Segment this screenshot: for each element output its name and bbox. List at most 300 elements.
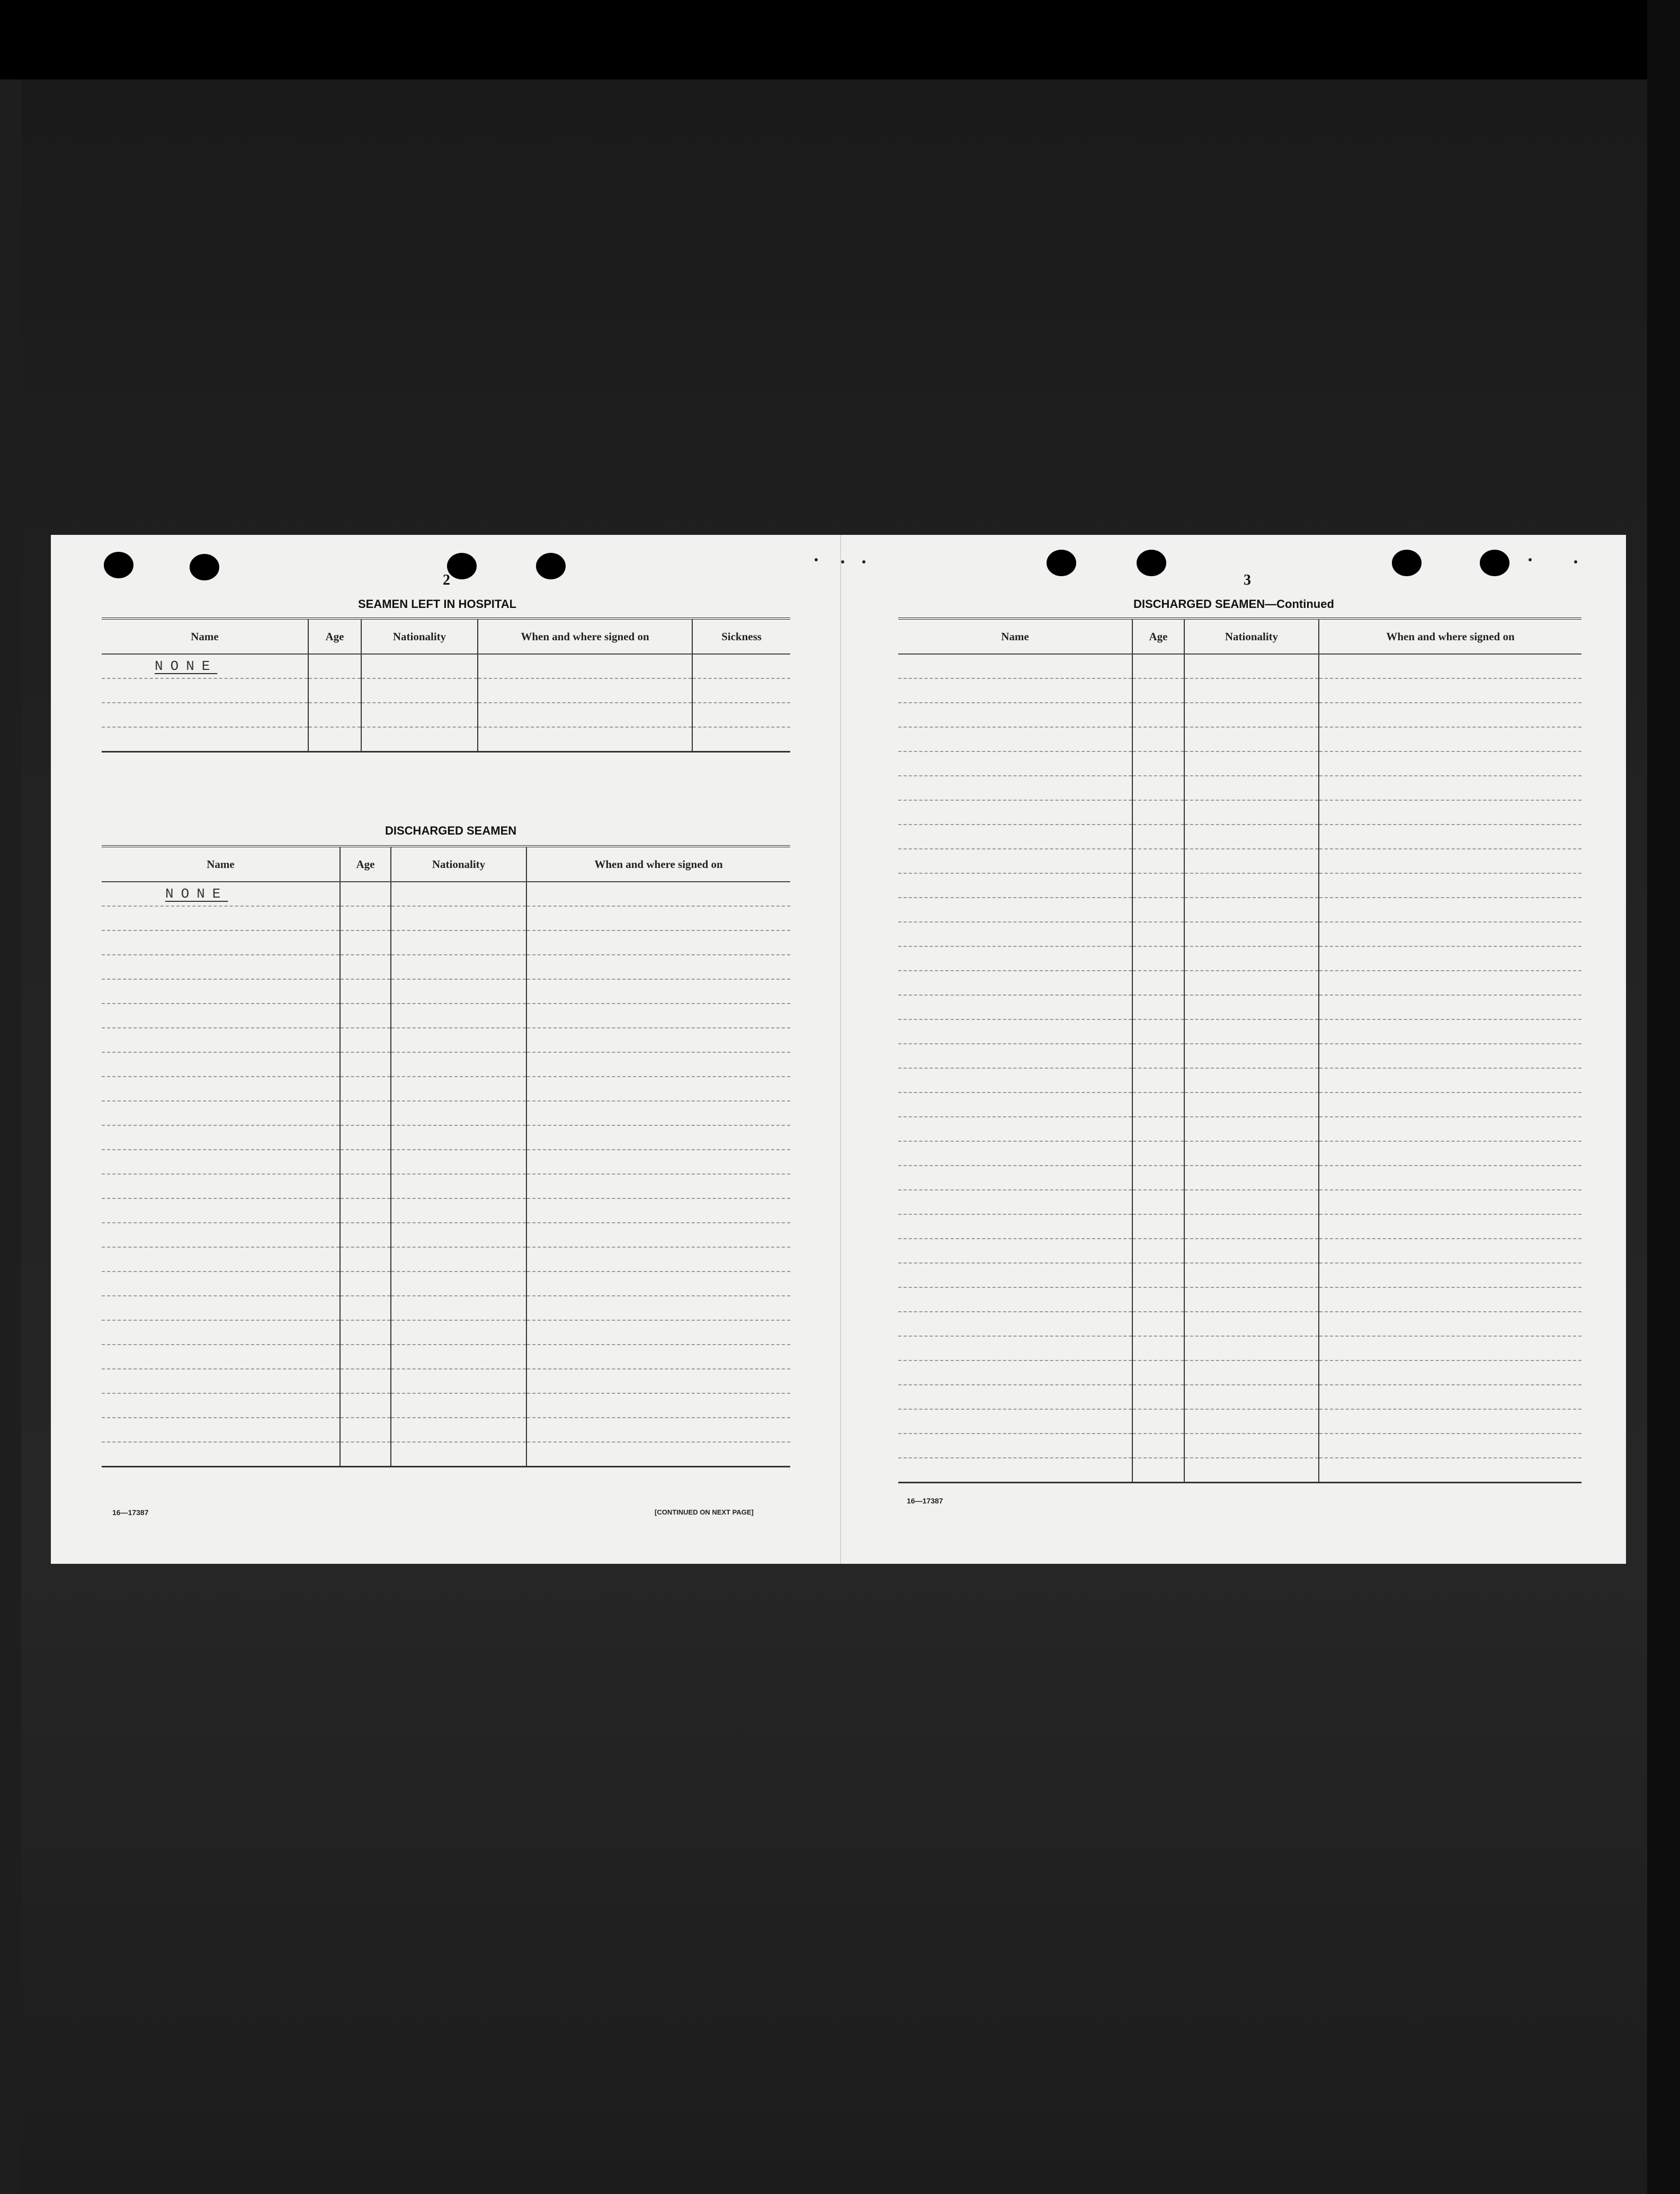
- blank-cell: [526, 1052, 790, 1077]
- blank-cell: [1184, 1336, 1319, 1360]
- film-top-strip: [0, 0, 1680, 79]
- blank-cell: [898, 1239, 1132, 1263]
- table-row: [898, 1117, 1581, 1141]
- blank-cell: [898, 1409, 1132, 1434]
- blank-cell: [526, 1125, 790, 1150]
- blank-cell: [340, 1052, 391, 1077]
- blank-cell: [102, 930, 340, 955]
- blank-cell: [898, 678, 1132, 703]
- blank-cell: [1319, 1117, 1581, 1141]
- table-row: [898, 1263, 1581, 1287]
- blank-cell: [1319, 654, 1581, 678]
- blank-cell: [1319, 1287, 1581, 1312]
- blank-cell: [102, 1052, 340, 1077]
- blank-cell: [340, 1345, 391, 1369]
- blank-cell: [102, 1198, 340, 1223]
- table-row: [898, 703, 1581, 727]
- table-row: [102, 1150, 790, 1174]
- table-row: [102, 654, 790, 678]
- blank-cell: [391, 1296, 526, 1320]
- blank-cell: [1319, 1360, 1581, 1385]
- blank-cell: [1132, 1190, 1184, 1214]
- blank-cell: [391, 1393, 526, 1418]
- table-row: [102, 906, 790, 930]
- blank-cell: [102, 1271, 340, 1296]
- blank-cell: [1184, 800, 1319, 825]
- blank-cell: [391, 1369, 526, 1393]
- blank-cell: [1132, 1092, 1184, 1117]
- blank-cell: [526, 1174, 790, 1198]
- blank-cell: [898, 1044, 1132, 1068]
- blank-cell: [340, 906, 391, 930]
- blank-cell: [1132, 873, 1184, 898]
- table-row: [898, 1214, 1581, 1239]
- column-header-name: Name: [102, 619, 308, 654]
- blank-cell: [1184, 946, 1319, 971]
- table-row: [898, 654, 1581, 678]
- blank-cell: [340, 1393, 391, 1418]
- blank-cell: [1319, 1092, 1581, 1117]
- blank-cell: [1184, 1190, 1319, 1214]
- blank-cell: [391, 1150, 526, 1174]
- blank-cell: [898, 1385, 1132, 1409]
- blank-cell: [391, 1101, 526, 1125]
- blank-cell: [526, 1101, 790, 1125]
- blank-cell: [1132, 922, 1184, 946]
- table-row: [102, 1247, 790, 1271]
- table-row: [898, 1385, 1581, 1409]
- blank-cell: [340, 1101, 391, 1125]
- blank-cell: [1184, 1019, 1319, 1044]
- blank-cell: [898, 654, 1132, 678]
- blank-cell: [526, 1271, 790, 1296]
- table-row: [898, 678, 1581, 703]
- table-row: [898, 776, 1581, 800]
- blank-cell: [526, 1393, 790, 1418]
- blank-cell: [391, 1004, 526, 1028]
- punch-hole: [1047, 550, 1076, 576]
- blank-cell: [102, 1223, 340, 1247]
- blank-cell: [391, 1247, 526, 1271]
- blank-cell: [391, 979, 526, 1004]
- blank-cell: [1319, 849, 1581, 873]
- blank-cell: [340, 1223, 391, 1247]
- blank-cell: [526, 1320, 790, 1345]
- blank-cell: [898, 800, 1132, 825]
- blank-cell: [1184, 1263, 1319, 1287]
- punch-hole: [447, 553, 477, 579]
- blank-cell: [1132, 849, 1184, 873]
- blank-cell: [1184, 678, 1319, 703]
- blank-cell: [1184, 922, 1319, 946]
- table-row: [102, 979, 790, 1004]
- blank-cell: [526, 1296, 790, 1320]
- column-header-nationality: Nationality: [361, 619, 478, 654]
- punch-hole: [190, 554, 219, 580]
- blank-cell: [1184, 1385, 1319, 1409]
- blank-cell: [102, 1369, 340, 1393]
- blank-cell: [102, 1418, 340, 1442]
- column-header-nationality: Nationality: [1184, 619, 1319, 654]
- blank-cell: [898, 1434, 1132, 1458]
- blank-cell: [1132, 1385, 1184, 1409]
- blank-cell: [102, 1320, 340, 1345]
- blank-cell: [1184, 727, 1319, 751]
- table-row: [898, 800, 1581, 825]
- blank-cell: [1184, 1068, 1319, 1092]
- blank-cell: [1132, 995, 1184, 1019]
- blank-cell: [1184, 1141, 1319, 1166]
- table-row: [102, 1223, 790, 1247]
- blank-cell: [526, 1198, 790, 1223]
- column-header-sickness: Sickness: [692, 619, 790, 654]
- blank-cell: [391, 1442, 526, 1467]
- blank-cell: [1184, 1117, 1319, 1141]
- blank-cell: [898, 1068, 1132, 1092]
- blank-cell: [102, 1101, 340, 1125]
- table-row: [898, 1019, 1581, 1044]
- speck: [1529, 558, 1532, 561]
- table-row: [102, 1101, 790, 1125]
- blank-cell: [1184, 1360, 1319, 1385]
- table-row: [102, 930, 790, 955]
- table-row: [898, 1287, 1581, 1312]
- table-row: [102, 1004, 790, 1028]
- blank-cell: [898, 1019, 1132, 1044]
- discharged-continued-table: [898, 617, 1581, 1483]
- table-row: [102, 678, 790, 703]
- blank-cell: [102, 1296, 340, 1320]
- blank-cell: [898, 776, 1132, 800]
- blank-cell: [102, 1345, 340, 1369]
- blank-cell: [1132, 1312, 1184, 1336]
- film-right-edge: [1647, 0, 1680, 2194]
- speck: [1574, 560, 1577, 563]
- table-row: [102, 703, 790, 727]
- blank-cell: [898, 922, 1132, 946]
- blank-cell: [1132, 727, 1184, 751]
- blank-cell: [391, 1052, 526, 1077]
- blank-cell: [898, 727, 1132, 751]
- table-row: [102, 1369, 790, 1393]
- blank-cell: [391, 906, 526, 930]
- table-row: [898, 1141, 1581, 1166]
- blank-cell: [1319, 678, 1581, 703]
- blank-cell: [340, 955, 391, 979]
- column-header-age: Age: [1132, 619, 1184, 654]
- blank-cell: [526, 1345, 790, 1369]
- blank-cell: [1132, 1239, 1184, 1263]
- hospital-table: [102, 617, 790, 753]
- blank-cell: [1132, 800, 1184, 825]
- blank-cell: [526, 930, 790, 955]
- blank-cell: [1184, 654, 1319, 678]
- blank-cell: [526, 1077, 790, 1101]
- blank-cell: [102, 1004, 340, 1028]
- blank-cell: [1184, 873, 1319, 898]
- table-row: [898, 946, 1581, 971]
- blank-cell: [1319, 800, 1581, 825]
- blank-cell: [391, 1028, 526, 1052]
- blank-cell: [1132, 1214, 1184, 1239]
- table-row: [102, 1174, 790, 1198]
- blank-cell: [1319, 946, 1581, 971]
- blank-cell: [526, 1442, 790, 1467]
- blank-cell: [102, 1174, 340, 1198]
- speck: [862, 560, 865, 563]
- table-row: [102, 1271, 790, 1296]
- blank-cell: [102, 1393, 340, 1418]
- blank-cell: [898, 1214, 1132, 1239]
- blank-cell: [102, 955, 340, 979]
- form-code: 16—17387: [907, 1497, 943, 1505]
- table-row: [898, 751, 1581, 776]
- column-header-name: Name: [898, 619, 1132, 654]
- column-header-name: Name: [102, 846, 340, 882]
- blank-cell: [340, 1442, 391, 1467]
- punch-hole: [1480, 550, 1509, 576]
- blank-cell: [391, 1223, 526, 1247]
- table-row: [898, 727, 1581, 751]
- blank-cell: [1184, 898, 1319, 922]
- table-row: [102, 955, 790, 979]
- table-row: [898, 922, 1581, 946]
- blank-cell: [340, 1150, 391, 1174]
- blank-cell: [102, 1077, 340, 1101]
- table-row: [102, 1345, 790, 1369]
- blank-cell: [1184, 1458, 1319, 1483]
- blank-cell: [898, 849, 1132, 873]
- blank-cell: [1319, 1239, 1581, 1263]
- table-row: [102, 1442, 790, 1467]
- table-row: [102, 1052, 790, 1077]
- punch-hole: [104, 552, 133, 578]
- blank-cell: [391, 1418, 526, 1442]
- blank-cell: [1319, 995, 1581, 1019]
- blank-cell: [1319, 1385, 1581, 1409]
- blank-cell: [898, 946, 1132, 971]
- blank-cell: [1319, 776, 1581, 800]
- blank-cell: [1184, 1409, 1319, 1434]
- name-cell: [102, 882, 340, 906]
- table-row: [102, 1028, 790, 1052]
- blank-cell: [340, 1296, 391, 1320]
- blank-cell: [340, 1004, 391, 1028]
- blank-cell: [898, 1287, 1132, 1312]
- blank-cell: [526, 1418, 790, 1442]
- page-number: 3: [1244, 572, 1251, 588]
- blank-cell: [1184, 1434, 1319, 1458]
- blank-cell: [391, 1174, 526, 1198]
- table-row: [898, 873, 1581, 898]
- blank-cell: [1132, 971, 1184, 995]
- table-row: [898, 1409, 1581, 1434]
- blank-cell: [1132, 1360, 1184, 1385]
- blank-cell: [1184, 1044, 1319, 1068]
- blank-cell: [340, 1174, 391, 1198]
- blank-cell: [898, 1312, 1132, 1336]
- blank-cell: [102, 1150, 340, 1174]
- blank-cell: [898, 825, 1132, 849]
- blank-cell: [526, 1028, 790, 1052]
- blank-cell: [102, 979, 340, 1004]
- blank-cell: [1132, 1263, 1184, 1287]
- section-title-discharged-continued: DISCHARGED SEAMEN—Continued: [1133, 597, 1334, 611]
- blank-cell: [1132, 1068, 1184, 1092]
- speck: [841, 560, 844, 563]
- table-row: [102, 727, 790, 752]
- table-row: [898, 1044, 1581, 1068]
- table-row: [898, 1458, 1581, 1483]
- typed-entry: NONE: [155, 658, 218, 674]
- column-header-nationality: Nationality: [391, 846, 526, 882]
- blank-cell: [391, 1125, 526, 1150]
- blank-cell: [898, 1141, 1132, 1166]
- blank-cell: [1184, 995, 1319, 1019]
- table-row: [898, 1336, 1581, 1360]
- blank-cell: [1132, 1117, 1184, 1141]
- blank-cell: [1319, 1068, 1581, 1092]
- blank-cell: [1319, 1019, 1581, 1044]
- table-row: [898, 995, 1581, 1019]
- table-row: [898, 1434, 1581, 1458]
- blank-cell: [340, 1028, 391, 1052]
- blank-cell: [1184, 1239, 1319, 1263]
- blank-cell: [1319, 703, 1581, 727]
- discharged-table: [102, 845, 790, 1467]
- blank-cell: [898, 1092, 1132, 1117]
- form-code: 16—17387: [112, 1508, 149, 1517]
- blank-cell: [1319, 1336, 1581, 1360]
- blank-cell: [1184, 971, 1319, 995]
- table-row: [898, 825, 1581, 849]
- blank-cell: [1319, 727, 1581, 751]
- blank-cell: [526, 906, 790, 930]
- blank-cell: [1319, 1409, 1581, 1434]
- blank-cell: [391, 930, 526, 955]
- blank-cell: [340, 1271, 391, 1296]
- blank-cell: [1319, 898, 1581, 922]
- blank-cell: [1319, 1166, 1581, 1190]
- blank-cell: [1184, 776, 1319, 800]
- blank-cell: [1132, 776, 1184, 800]
- blank-cell: [1319, 825, 1581, 849]
- blank-cell: [898, 873, 1132, 898]
- blank-cell: [102, 906, 340, 930]
- blank-cell: [1184, 825, 1319, 849]
- table-row: [898, 849, 1581, 873]
- blank-cell: [340, 1369, 391, 1393]
- table-row: [102, 882, 790, 906]
- blank-cell: [340, 930, 391, 955]
- blank-cell: [391, 1198, 526, 1223]
- table-row: [102, 1393, 790, 1418]
- typed-entry: NONE: [165, 886, 228, 902]
- blank-cell: [1319, 1141, 1581, 1166]
- blank-cell: [340, 1320, 391, 1345]
- blank-cell: [1132, 1287, 1184, 1312]
- blank-cell: [1132, 1434, 1184, 1458]
- blank-cell: [1184, 1312, 1319, 1336]
- column-header-signed-on: When and where signed on: [1319, 619, 1581, 654]
- punch-hole: [536, 553, 566, 579]
- blank-cell: [1132, 1044, 1184, 1068]
- blank-cell: [1319, 1312, 1581, 1336]
- blank-cell: [898, 995, 1132, 1019]
- blank-cell: [102, 1125, 340, 1150]
- table-row: [102, 1125, 790, 1150]
- blank-cell: [1132, 1409, 1184, 1434]
- table-row: [898, 1239, 1581, 1263]
- table-row: [898, 1092, 1581, 1117]
- blank-cell: [526, 1223, 790, 1247]
- center-fold: [840, 535, 841, 1564]
- blank-cell: [1132, 1141, 1184, 1166]
- table-row: [102, 1320, 790, 1345]
- blank-cell: [391, 1271, 526, 1296]
- column-header-age: Age: [308, 619, 361, 654]
- table-row: [898, 898, 1581, 922]
- blank-cell: [526, 1369, 790, 1393]
- table-row: [102, 1418, 790, 1442]
- table-row: [898, 1190, 1581, 1214]
- blank-cell: [898, 898, 1132, 922]
- blank-cell: [1319, 1263, 1581, 1287]
- blank-cell: [102, 1442, 340, 1467]
- blank-cell: [391, 1077, 526, 1101]
- blank-cell: [1319, 1044, 1581, 1068]
- table-row: [898, 1166, 1581, 1190]
- blank-cell: [1132, 1336, 1184, 1360]
- blank-cell: [391, 1345, 526, 1369]
- column-header-signed-on: When and where signed on: [478, 619, 692, 654]
- blank-cell: [1319, 1434, 1581, 1458]
- punch-hole: [1392, 550, 1422, 576]
- blank-cell: [898, 751, 1132, 776]
- blank-cell: [1132, 678, 1184, 703]
- table-row: [102, 1198, 790, 1223]
- blank-cell: [391, 955, 526, 979]
- blank-cell: [340, 979, 391, 1004]
- table-row: [102, 1077, 790, 1101]
- blank-cell: [1184, 1092, 1319, 1117]
- blank-cell: [526, 1150, 790, 1174]
- blank-cell: [1319, 922, 1581, 946]
- blank-cell: [1319, 873, 1581, 898]
- blank-cell: [526, 1004, 790, 1028]
- table-row: [898, 1068, 1581, 1092]
- blank-cell: [102, 1247, 340, 1271]
- name-cell: [102, 654, 308, 678]
- table-row: [898, 1360, 1581, 1385]
- blank-cell: [1132, 825, 1184, 849]
- blank-cell: [340, 1198, 391, 1223]
- blank-cell: [340, 1125, 391, 1150]
- blank-cell: [898, 971, 1132, 995]
- column-header-signed-on: When and where signed on: [526, 846, 790, 882]
- blank-cell: [1184, 1166, 1319, 1190]
- blank-cell: [1184, 1214, 1319, 1239]
- blank-cell: [340, 1077, 391, 1101]
- blank-cell: [1132, 946, 1184, 971]
- blank-cell: [1184, 703, 1319, 727]
- table-row: [898, 971, 1581, 995]
- blank-cell: [1132, 1019, 1184, 1044]
- blank-cell: [1132, 703, 1184, 727]
- section-title-discharged: DISCHARGED SEAMEN: [385, 824, 517, 837]
- blank-cell: [1184, 1287, 1319, 1312]
- blank-cell: [391, 1320, 526, 1345]
